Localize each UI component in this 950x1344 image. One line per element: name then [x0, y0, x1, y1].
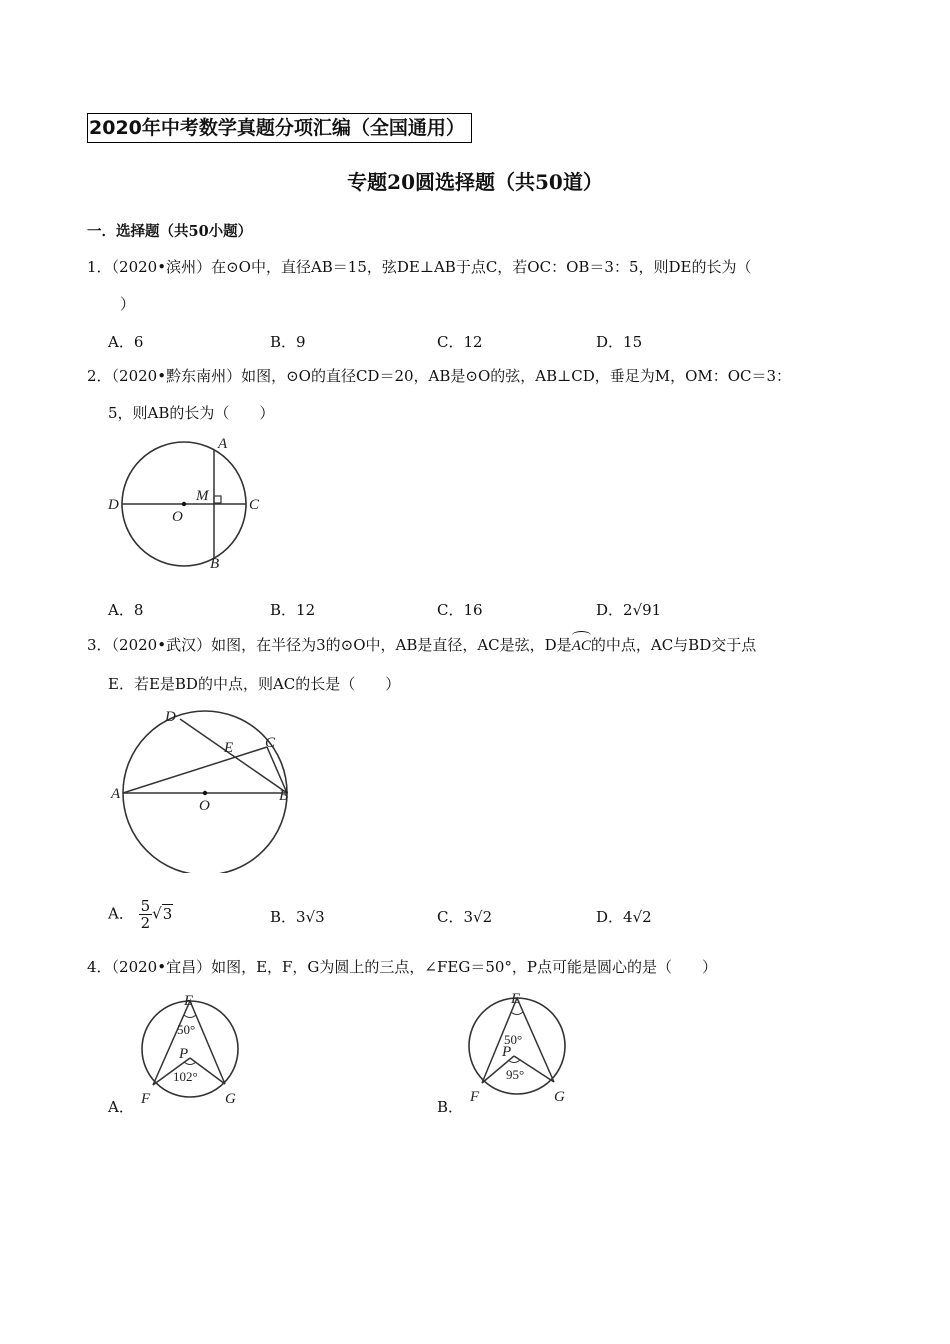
angle-arc-e: [511, 1012, 523, 1015]
fraction: [139, 898, 153, 931]
angle-p-value: 102°: [173, 1069, 198, 1084]
question-3-line2: E．若E是BD的中点，则AC的长是（ ）: [108, 675, 401, 693]
label-d: D: [165, 709, 176, 725]
label-f: F: [141, 1091, 151, 1107]
question-text: 如图，⊙O的直径CD＝20，AB是⊙O的弦，AB⊥CD，垂足为M，OM：OC＝3：: [241, 367, 792, 385]
label-b: B: [210, 556, 220, 572]
question-3: [87, 634, 756, 657]
option-d: D．2√91: [596, 601, 662, 619]
question-1: [87, 256, 751, 278]
label-m: M: [196, 488, 209, 504]
section-heading: 一．选择题（共50小题）: [87, 223, 253, 240]
question-text: 如图，在半径为3的⊙O中，AB是直径，AC是弦，D是: [211, 636, 572, 654]
question-text-cont: 的中点，AC与BD交于点: [590, 636, 757, 654]
label-o: O: [199, 798, 210, 814]
angle-arc-p: [184, 1062, 196, 1065]
option-a: A．6: [108, 333, 144, 351]
label-f: F: [470, 1089, 480, 1105]
circle-figure-q2: [100, 432, 270, 572]
label-d: D: [108, 497, 119, 513]
question-number: 1．: [87, 258, 112, 276]
label-e: E: [224, 740, 234, 756]
center-point: [203, 791, 207, 795]
numerator: 5: [140, 897, 151, 915]
question-number: 2．: [87, 367, 112, 385]
label-o: O: [172, 509, 183, 525]
option-b: B．9: [270, 333, 306, 351]
label-g: G: [225, 1091, 236, 1107]
question-2-line2: 5，则AB的长为（ ）: [108, 404, 275, 422]
question-source: （2020•黔东南州）: [111, 367, 242, 385]
denominator: 2: [140, 914, 151, 932]
label-g: G: [554, 1089, 565, 1105]
question-source: （2020•宜昌）: [111, 958, 212, 976]
question-4: [87, 956, 717, 978]
option-b: B．12: [270, 601, 316, 619]
option-c: C．3√2: [437, 908, 493, 926]
label-c: C: [265, 735, 276, 751]
option-c: C．16: [437, 601, 483, 619]
option-b: B．3√3: [270, 908, 325, 926]
angle-e-value: 50°: [177, 1022, 196, 1037]
question-source: （2020•滨州）: [111, 258, 212, 276]
collection-title: 2020年中考数学真题分项汇编（全国通用）: [87, 113, 472, 143]
question-source: （2020•武汉）: [111, 636, 212, 654]
label-a: A: [111, 786, 121, 802]
label-p: P: [502, 1044, 512, 1060]
label-b: B: [279, 788, 289, 804]
label-a: A: [218, 436, 228, 452]
label-e: E: [184, 993, 194, 1009]
angle-p-value: 95°: [506, 1067, 525, 1082]
question-text: 在⊙O中，直径AB＝15，弦DE⊥AB于点C，若OC：OB＝3：5，则DE的长为（: [211, 258, 752, 276]
radical-sign: √: [152, 904, 162, 923]
option-c: C．12: [437, 333, 483, 351]
circle-figure-q4-b: [462, 990, 577, 1110]
option-a: A． $\frac{5}{2}$ √3: [108, 897, 173, 932]
question-1-line2: ）: [120, 295, 136, 313]
arc-ac: AC: [572, 635, 591, 657]
angle-e-value: 50°: [504, 1032, 523, 1047]
option-d: D．15: [596, 333, 643, 351]
option-a: A．: [108, 1098, 134, 1116]
question-text: 如图，E，F，G为圆上的三点，∠FEG＝50°，P点可能是圆心的是（ ）: [211, 958, 718, 976]
radicand: 3: [162, 904, 173, 923]
circle-figure-q3: [105, 703, 300, 873]
label-c: C: [249, 497, 260, 513]
label-p: P: [179, 1046, 189, 1062]
circle-figure-q4-a: [135, 990, 250, 1110]
option-a: A．8: [108, 601, 144, 619]
center-point: [182, 502, 186, 506]
question-number: 3．: [87, 636, 112, 654]
option-d: D．4√2: [596, 908, 652, 926]
question-2: [87, 365, 791, 387]
question-number: 4．: [87, 958, 112, 976]
label-e: E: [511, 991, 521, 1007]
chord-ac: [123, 747, 267, 793]
angle-arc-e: [184, 1015, 196, 1018]
page-title: 专题20圆选择题（共50道）: [347, 170, 603, 194]
right-angle-mark: [214, 496, 221, 503]
option-b: B．: [437, 1098, 464, 1116]
